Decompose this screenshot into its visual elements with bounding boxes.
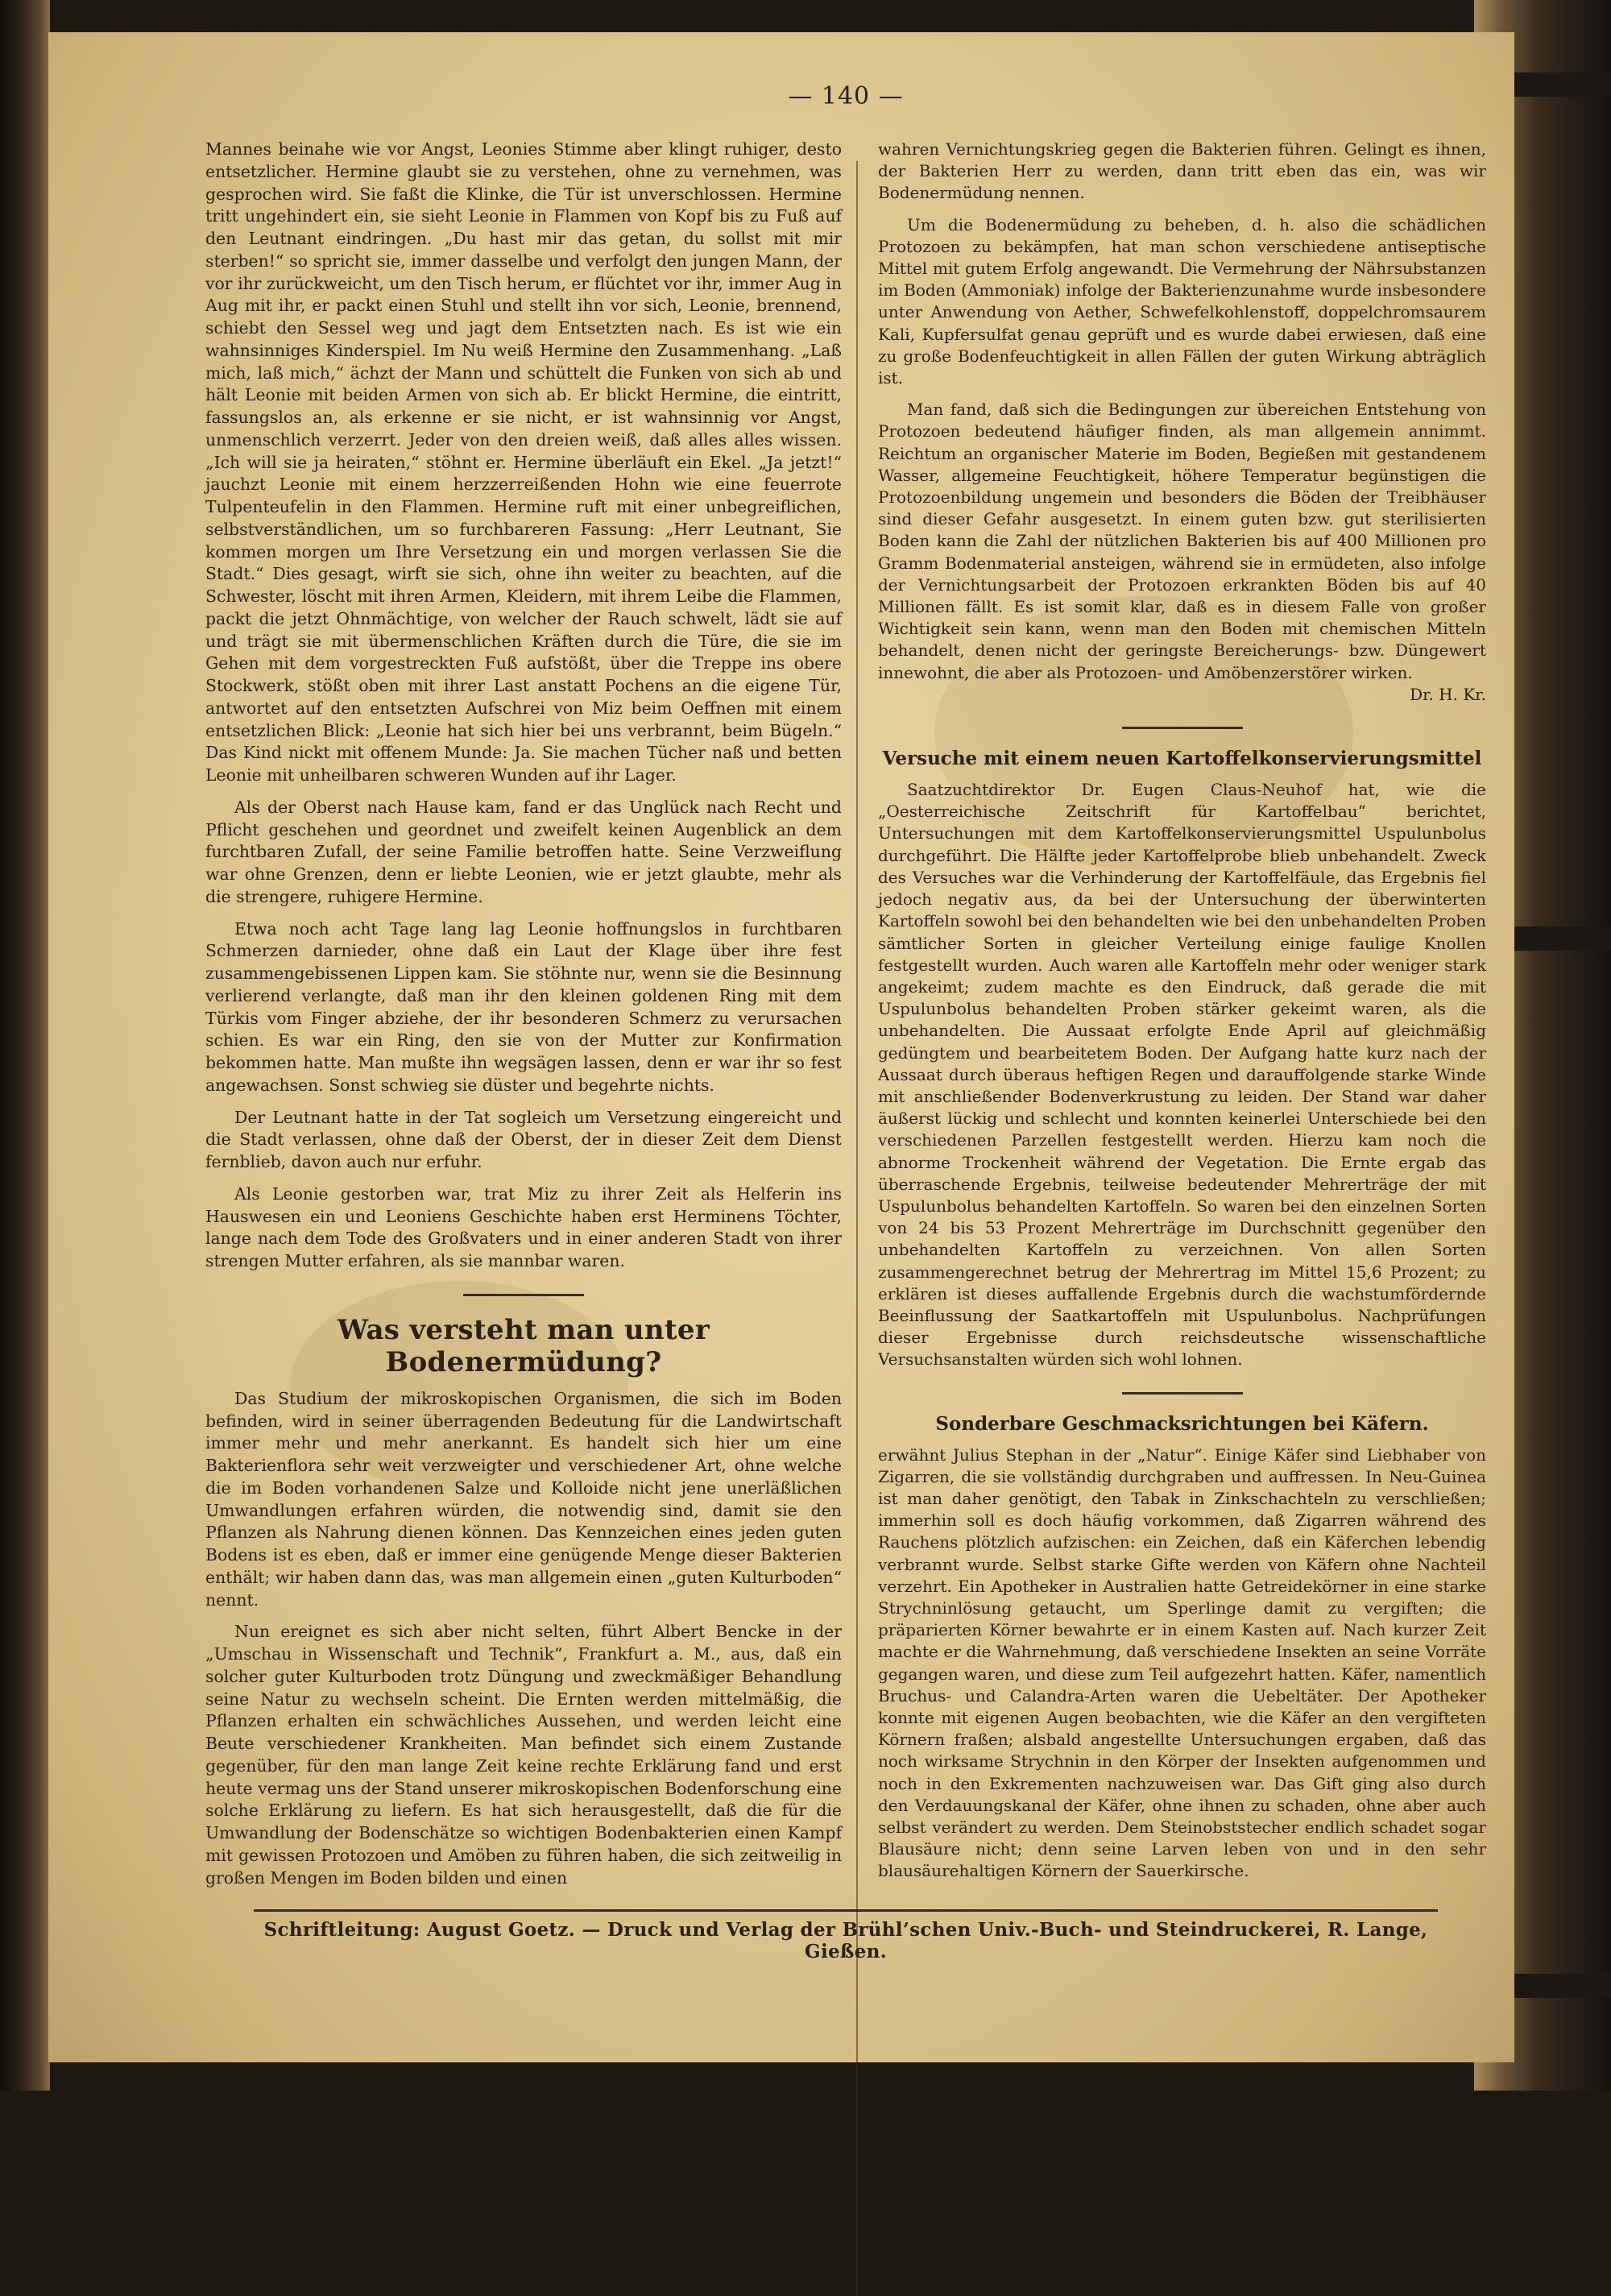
right-column <box>878 139 1486 1892</box>
article-paragraph: Um die Bodenermüdung zu beheben, d. h. also die schädlichen Protozoen zu bekämpfen, hat man schon verschiedene antiseptische Mittel mit gutem Erfolg angewandt. Die Vermehrung der Nährsubstanzen im Boden (Ammoniak) infolge der Bakterienzunahme wurde insbesondere unter Anwendung von Aether, Schwefelkohlenstoff, doppelchromsaurem Kali, Kupfersulfat genau geprüft und es wurde dabei erwiesen, daß eine zu große Bodenfeuchtigkeit in allen Fällen der guten Wirkung abträglich ist. <box>878 214 1486 388</box>
imprint-footer: Schriftleitung: August Goetz. — Druck und Verlag der Brühl’schen Univ.-Buch- und Steindruckerei, R. Lange, Gießen. <box>263 1919 1428 1962</box>
article-paragraph: Das Studium der mikroskopischen Organismen, die sich im Boden befinden, wird in seiner überragenden Bedeutung für die Landwirtschaft immer mehr und mehr anerkannt. Es handelt sich hier um eine Bakterienflora sehr weit verzweigter und verschiedener Art, ohne welche die im Boden vorhandenen Salze und Kolloide nicht jene unerläßlichen Umwandlungen erfahren würden, die notwendig sind, damit sie den Pflanzen als Nahrung dienen können. Das Kennzeichen eines jeden guten Bodens ist es eben, daß er immer eine genügende Menge dieser Bakterien enthält; wir haben dann das, was man allgemein einen „guten Kulturboden“ nennt. <box>205 1388 842 1610</box>
section-separator <box>1122 1392 1243 1395</box>
left-column <box>205 139 842 1899</box>
potato-article-title: Versuche mit einem neuen Kartoffelkonservierungsmittel <box>882 748 1482 770</box>
article-title: Was versteht man unter Bodenermüdung? <box>337 1313 710 1378</box>
beetle-article-paragraph: erwähnt Julius Stephan in der „Natur“. Einige Käfer sind Liebhaber von Zigarren, die sie vollständig durchgraben und auffressen. In Neu-Guinea ist man daher genötigt, den Tabak in Zinkschachteln zu verschließen; immerhin soll es doch häufig vorkommen, daß Zigarren während des Rauchens plötzlich aufzischen: ein Zeichen, daß ein Käferchen lebendig verbrannt wurde. Selbst starke Gifte werden von Käfern ohne Nachteil verzehrt. Ein Apotheker in Australien hatte Getreidekörner in eine starke Strychninlösung getaucht, um Sperlinge damit zu vergiften; die präparierten Körner bewahrte er in einem Kasten auf. Nach kurzer Zeit machte er die Wahrnehmung, daß verschiedene Insekten an seine Vorräte gegangen waren, und diese zum Teil aufgezehrt hatten. Käfer, namentlich Bruchus- und Calandra-Arten waren die Uebeltäter. Der Apotheker konnte mit eigenen Augen beobachten, wie die Käfer an den vergifteten Körnern fraßen; alsbald angestellte Untersuchungen ergaben, daß das noch wirksame Strychnin in den Körper der Insekten aufgenommen und noch in den Exkrementen nachzuweisen war. Das Gift ging also durch den Verdauungskanal der Käfer, ohne ihnen zu schaden, ohne aber auch selbst verändert zu werden. Dem Steinobststecher endlich schadet sogar Blausäure nicht; denn seine Larven leben von und in den sehr blausäurehaltigen Körnern der Sauerkirsche. <box>878 1444 1486 1881</box>
beetle-article-title: Sonderbare Geschmacksrichtungen bei Käfern. <box>935 1412 1429 1435</box>
section-separator <box>1122 727 1243 729</box>
article-paragraph: Man fand, daß sich die Bedingungen zur übereichen Entstehung von Protozoen bedeutend häufiger finden, als man allgemein annimmt. Reichtum an organischer Materie im Boden, Begießen mit gestandenem Wasser, allgemeine Feuchtigkeit, höhere Temperatur begünstigen die Protozoenbildung ungemein und besonders die Böden der Treibhäuser sind dieser Gefahr ausgesetzt. In einem guten bzw. gut sterilisierten Boden kann die Zahl der nützlichen Bakterien bis auf 400 Millionen pro Gramm Bodenmaterial ansteigen, während sie in ermüdeten, also infolge der Vernichtungsarbeit der Protozoen erkrankten Böden bis auf 40 Millionen fällt. Es ist somit klar, daß es in diesem Falle von großer Wichtigkeit sein kann, wenn man den Boden mit chemischen Mitteln behandelt, denen nicht der geringste Bereicherungs- bzw. Düngewert innewohnt, die aber als Protozoen- und Amöbenzerstörer wirken. <box>878 400 1486 682</box>
potato-article-paragraph: Saatzuchtdirektor Dr. Eugen Claus-Neuhof hat, wie die „Oesterreichische Zeitschrift für Kartoffelbau“ berichtet, Untersuchungen mit dem Kartoffelkonservierungsmittel Uspulunbolus durchgeführt. Die Hälfte jeder Kartoffelprobe blieb unbehandelt. Zweck des Versuches war die Verhinderung der Kartoffelfäule, das Ergebnis fiel jedoch negativ aus, da bei der Untersuchung der überwinterten Kartoffeln sowohl bei den behandelten wie bei den unbehandelten Proben sämtlicher Sorten in gleicher Verteilung einige faulige Knollen festgestellt wurden. Auch waren alle Kartoffeln mehr oder weniger stark angekeimt; zudem machte es den Eindruck, daß gerade die mit Uspulunbolus behandelten Proben stärker gekeimt waren, als die unbehandelten. Die Aussaat erfolgte Ende April auf gleichmäßig gedüngtem und bearbeitetem Boden. Der Aufgang hatte kurz nach der Aussaat durch überaus heftigen Regen und darauffolgende starke Winde mit anschließender Bodenverkrustung zu leiden. Der Stand war daher äußerst lückig und schlecht und konnten keinerlei Unterschiede bei den verschiedenen Parzellen festgestellt werden. Hierzu kam noch die abnorme Trockenheit während der Vegetation. Die Ernte ergab das überraschende Ergebnis, teilweise bedeutender Mehrerträge der mit Uspulunbolus behandelten Kartoffeln. So waren bei den einzelnen Sorten von 24 bis 53 Prozent Mehrerträge im Durchschnitt gegenüber den unbehandelten Kartoffeln zu verzeichnen. Von allen Sorten zusammengerechnet betrug der Mehrertrag im Mittel 15,6 Prozent; zu erklären ist dieses auffallende Ergebnis durch die wachstumfördernde Beeinflussung der Saatkartoffeln mit Uspulunbolus. Nachprüfungen dieser Ergebnisse durch reichsdeutsche wissenschaftliche Versuchsanstalten würden sich wohl lohnen. <box>878 780 1486 1370</box>
article-paragraph: wahren Vernichtungskrieg gegen die Bakterien führen. Gelingt es ihnen, der Bakterien Herr zu werden, dann tritt eben das ein, was wir Bodenermüdung nennen. <box>878 139 1486 203</box>
column-divider <box>856 161 858 2296</box>
author-signature: Dr. H. Kr. <box>1410 684 1486 704</box>
page-number: — 140 — <box>788 82 904 110</box>
article-paragraph: Nun ereignet es sich aber nicht selten, führt Albert Bencke in der „Umschau in Wissenschaft und Technik“, Frankfurt a. M., aus, daß ein solcher guter Kulturboden trotz Düngung und zweckmäßiger Behandlung seine Natur zu wechseln scheint. Die Ernten werden mittelmäßig, die Pflanzen erhalten ein schwächliches Aussehen, und werden leicht eine Beute verschiedener Krankheiten. Man befindet sich einem Zustande gegenüber, für den man lange Zeit keine rechte Erklärung fand und erst heute vermag uns der Stand unserer mikroskopischen Bodenforschung eine solche Erklärung zu liefern. Es hat sich herausgestellt, daß die für die Umwandlung der Bodenschätze so wichtigen Bodenbakterien einen Kampf mit gewissen Protozoen und Amöben zu führen haben, die sich zeitweilig in großen Mengen im Boden bilden und einen <box>205 1622 842 1888</box>
newspaper-page <box>48 32 1514 2062</box>
story-paragraph: Als der Oberst nach Hause kam, fand er das Unglück nach Recht und Pflicht geschehen und geordnet und zweifelt keinen Augenblick an dem furchtbaren Zufall, der seine Familie betroffen hatte. Seine Verzweiflung war ohne Grenzen, denn er liebte Leonien, wie er jetzt glaubte, mehr als die strengere, ruhigere Hermine. <box>205 797 842 906</box>
section-separator <box>463 1294 584 1296</box>
footer-rule <box>254 1909 1438 1912</box>
story-paragraph: Mannes beinahe wie vor Angst, Leonies Stimme aber klingt ruhiger, desto entsetzlicher. Hermine glaubt sie zu verstehen, ohne zu vernehmen, was gesprochen wird. Sie faßt die Klinke, die Tür ist unverschlossen. Hermine tritt ungehindert ein, sie sieht Leonie in Flammen von Kopf bis zu Fuß auf den Leutnant eindringen. „Du hast mir das getan, du sollst mit mir sterben!“ so spricht sie, immer dasselbe und verfolgt den jungen Mann, der vor ihr zurückweicht, um den Tisch herum, er flüchtet vor ihr, immer Aug in Aug mit ihr, er packt einen Stuhl und stellt ihn vor sich, Leonie, brennend, schiebt den Sessel weg und jagt dem Entsetzten nach. Es ist wie ein wahnsinniges Kinderspiel. Im Nu weiß Hermine den Zusammenhang. „Laß mich, laß mich,“ ächzt der Mann und schüttelt die Funken von sich ab und hält Leonie mit beiden Armen von sich ab. Er blickt Hermine, die eintritt, fassungslos an, als erkenne er sie nicht, er ist wahnsinnig vor Angst, unmenschlich verzerrt. Jeder von den dreien weiß, daß alles alles wissen. „Ich will sie ja heiraten,“ stöhnt er. Hermine überläuft ein Ekel. „Ja jetzt!“ jauchzt Leonie mit einem herzzerreißenden Hohn wie eine feuerrote Tulpenteufelin in den Flammen. Hermine ruft mit einer unbegreiflichen, selbstverständlichen, um so furchbareren Fassung: „Herr Leutnant, Sie kommen morgen um Ihre Versetzung ein und morgen verlassen Sie die Stadt.“ Dies gesagt, wirft sie sich, ohne ihn weiter zu beachten, auf die Schwester, löscht mit ihren Armen, Kleidern, mit ihrem Leibe die Flammen, packt die jetzt Ohnmächtige, von welcher der Rauch schwelt, lädt sie auf und trägt sie mit übermenschlichen Kräften durch die Türe, die sie im Gehen mit dem vorgestreckten Fuß aufstößt, über die Treppe ins obere Stockwerk, stößt oben mit ihrer Last anstatt Pochens an die eigene Tür, antwortet auf den entsetzten Aufschrei von Miz beim Oeffnen mit einem entsetzlichen Blick: „Leonie hat sich hier bei uns verbrannt, beim Bügeln.“ Das Kind nickt mit offenem Munde: Ja. Sie machen Tücher naß und betten Leonie mit unheilbaren schweren Wunden auf ihr Lager. <box>205 139 842 785</box>
book-binding-left <box>0 0 50 2091</box>
story-paragraph: Als Leonie gestorben war, trat Miz zu ihrer Zeit als Helferin ins Hauswesen ein und Leoniens Geschichte haben erst Herminens Töchter, lange nach dem Tode des Großvaters und in einer anderen Stadt von ihrer strengen Mutter erfahren, als sie mannbar waren. <box>205 1183 842 1270</box>
story-paragraph: Etwa noch acht Tage lang lag Leonie hoffnungslos in furchtbaren Schmerzen darnieder, ohne daß ein Laut der Klage über ihre fest zusammengebissenen Lippen kam. Sie stöhnte nur, wenn sie die Besinnung verlierend verlangte, daß man ihr den kleinen goldenen Ring mit dem Türkis vom Finger abziehe, der ihr besonderen Schmerz zu verursachen schien. Es war ein Ring, den sie von der Mutter zur Konfirmation bekommen hatte. Man mußte ihn wegsägen lassen, denn er war ihr so fest angewachsen. Sonst schwieg sie düster und begehrte nichts. <box>205 918 842 1095</box>
story-paragraph: Der Leutnant hatte in der Tat sogleich um Versetzung eingereicht und die Stadt verlassen, ohne daß der Oberst, der in dieser Zeit dem Dienst fernblieb, davon auch nur erfuhr. <box>205 1107 842 1171</box>
